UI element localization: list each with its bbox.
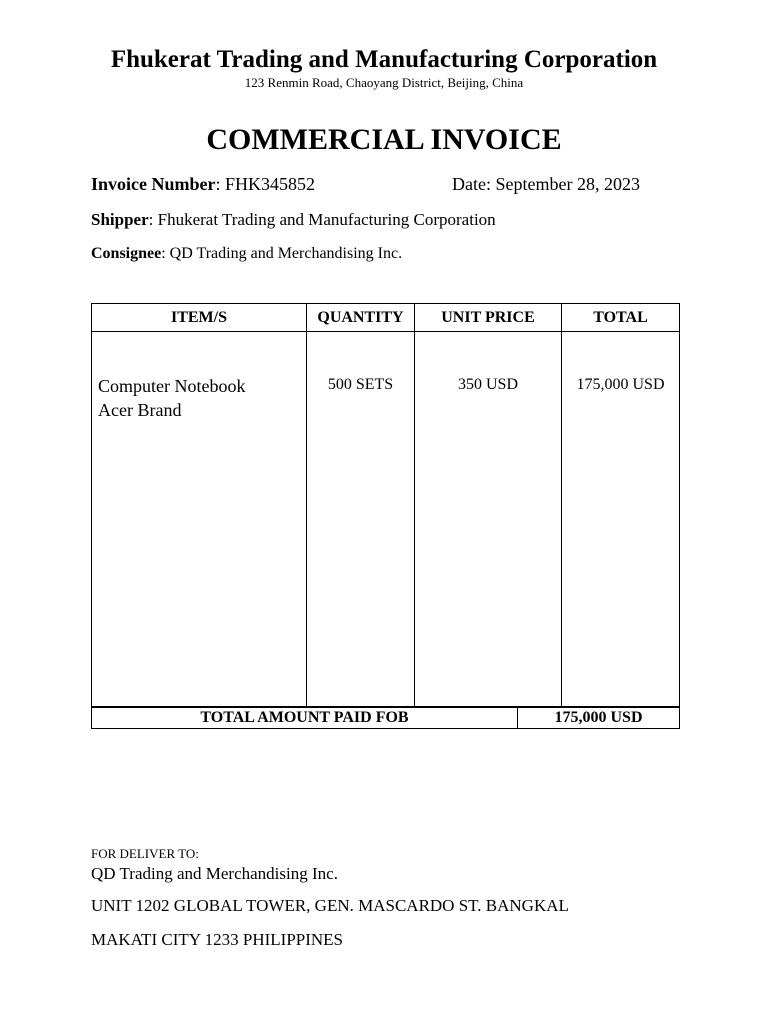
deliver-to-name: QD Trading and Merchandising Inc. bbox=[91, 864, 338, 883]
shipper-label: Shipper bbox=[91, 210, 149, 229]
total-amount-value: 175,000 USD bbox=[518, 707, 680, 729]
company-name: Fhukerat Trading and Manufacturing Corporation bbox=[110, 46, 658, 73]
header-quantity: QUANTITY bbox=[307, 304, 415, 332]
header-total: TOTAL bbox=[562, 304, 680, 332]
invoice-number-line bbox=[91, 173, 315, 195]
consignee-label: Consignee bbox=[91, 245, 162, 262]
deliver-to-heading: FOR DELIVER TO: bbox=[91, 846, 199, 861]
item-description-line1: Computer Notebook bbox=[98, 376, 246, 396]
header-items: ITEM/S bbox=[92, 304, 307, 332]
table-row bbox=[92, 332, 680, 708]
item-unit-price: 350 USD bbox=[415, 332, 562, 708]
consignee-value: : QD Trading and Merchandising Inc. bbox=[161, 245, 403, 262]
shipper-line bbox=[91, 209, 496, 231]
total-row-table bbox=[91, 706, 680, 729]
consignee-line bbox=[91, 243, 402, 265]
item-description-line2: Acer Brand bbox=[98, 400, 182, 420]
deliver-to-address-line2: MAKATI CITY 1233 PHILIPPINES bbox=[91, 930, 344, 949]
document-title: COMMERCIAL INVOICE bbox=[206, 123, 562, 156]
item-description-cell bbox=[92, 332, 307, 708]
items-header-row bbox=[92, 304, 680, 332]
invoice-number-value: : FHK345852 bbox=[215, 174, 316, 194]
item-total: 175,000 USD bbox=[562, 332, 680, 708]
invoice-date: Date: September 28, 2023 bbox=[452, 174, 640, 194]
shipper-value: : Fhukerat Trading and Manufacturing Corporation bbox=[148, 210, 496, 229]
invoice-number-label: Invoice Number bbox=[91, 174, 216, 194]
company-address: 123 Renmin Road, Chaoyang District, Beijing, China bbox=[244, 75, 524, 90]
header-unit-price: UNIT PRICE bbox=[415, 304, 562, 332]
total-row bbox=[92, 707, 680, 729]
items-table bbox=[91, 303, 680, 708]
deliver-to-address-line1: UNIT 1202 GLOBAL TOWER, GEN. MASCARDO ST. BANGKAL bbox=[91, 896, 569, 915]
total-amount-label: TOTAL AMOUNT PAID FOB bbox=[92, 707, 518, 729]
item-quantity: 500 SETS bbox=[307, 332, 415, 708]
